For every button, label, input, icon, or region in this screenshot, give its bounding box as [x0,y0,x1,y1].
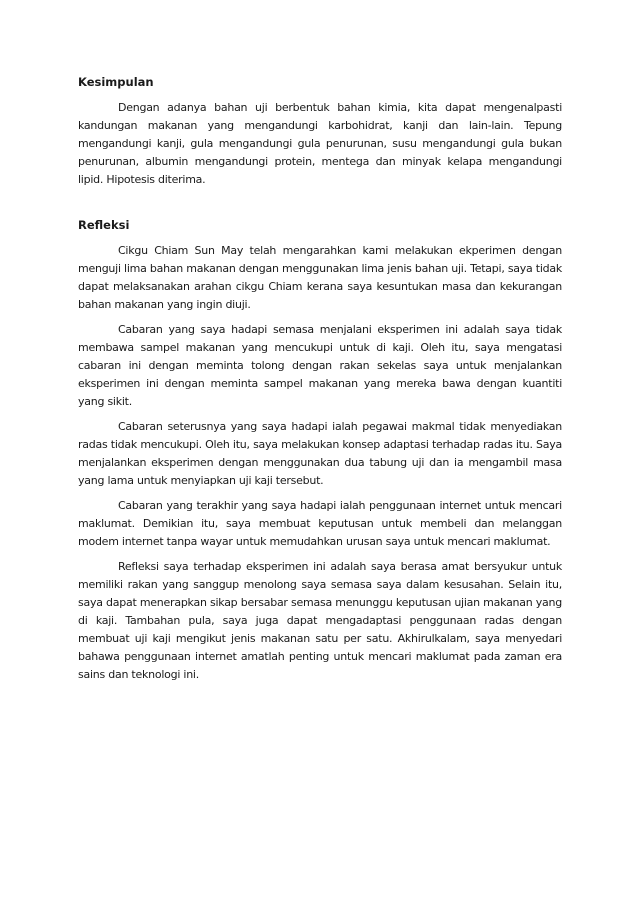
section-refleksi [78,216,562,684]
paragraph: Cabaran yang terakhir yang saya hadapi ialah penggunaan internet untuk mencari maklumat. Demikian itu, saya membuat keputusan untuk membeli dan melanggan modem internet tanpa wayar untuk memudahkan urusan saya untuk mencari maklumat. [78,499,562,548]
paragraph: Dengan adanya bahan uji berbentuk bahan kimia, kita dapat mengenalpasti kandungan makanan yang mengandungi karbohidrat, kanji dan lain-lain. Tepung mengandungi kanji, gula mengandungi gula penurunan, susu mengandungi gula bukan penurunan, albumin mengandungi protein, mentega dan minyak kelapa mengandungi lipid. Hipotesis diterima. [78,101,562,186]
paragraph: Cabaran yang saya hadapi semasa menjalani eksperimen ini adalah saya tidak membawa sampel makanan yang mencukupi untuk di kaji. Oleh itu, saya mengatasi cabaran ini dengan meminta tolong dengan rakan sekelas saya untuk menjalankan eksperimen ini dengan meminta sampel makanan yang mereka bawa dengan kuantiti yang sikit. [78,323,562,408]
paragraph: Cikgu Chiam Sun May telah mengarahkan kami melakukan ekperimen dengan menguji lima bahan makanan dengan menggunakan lima jenis bahan uji. Tetapi, saya tidak dapat melaksanakan arahan cikgu Chiam kerana saya kesuntukan masa dan kekurangan bahan makanan yang ingin diuji. [78,244,562,311]
section-kesimpulan [78,73,562,189]
document-page [78,73,562,691]
paragraph: Refleksi saya terhadap eksperimen ini adalah saya berasa amat bersyukur untuk memiliki rakan yang sanggup menolong saya semasa saya dalam kesusahan. Selain itu, saya dapat menerapkan sikap bersabar semasa menunggu keputusan ujian makanan yang di kaji. Tambahan pula, saya juga dapat mengadaptasi penggunaan radas dengan membuat uji kaji mengikut jenis makanan satu per satu. Akhirulkalam, saya menyedari bahawa penggunaan internet amatlah penting untuk mencari maklumat pada zaman era sains dan teknologi ini. [78,560,562,681]
paragraph: Cabaran seterusnya yang saya hadapi ialah pegawai makmal tidak menyediakan radas tidak mencukupi. Oleh itu, saya melakukan konsep adaptasi terhadap radas itu. Saya menjalankan eksperimen dengan menggunakan dua tabung uji dan ia mengambil masa yang lama untuk menyiapkan uji kaji tersebut. [78,420,562,487]
section-heading: Kesimpulan [78,75,154,89]
section-heading: Refleksi [78,218,130,232]
